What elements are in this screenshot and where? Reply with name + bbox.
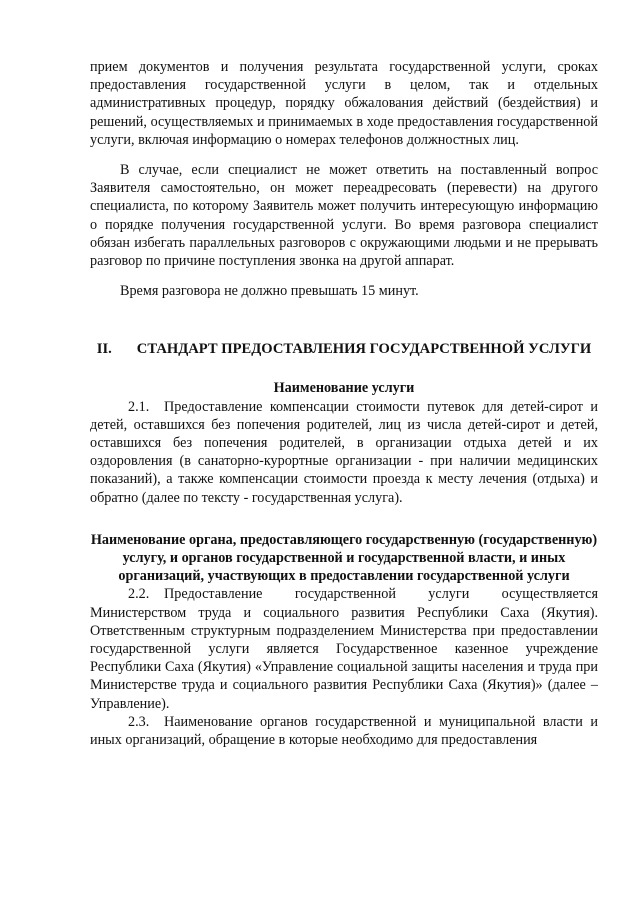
document-page (90, 58, 598, 749)
clause-number: 2.3. (128, 713, 150, 730)
subheading-authority: Наименование органа, предоставляющего государственную (государственную) услугу, и органов государственной и государственной власти, и иных организаций, участвующих в предоставлении государственной услуги (90, 531, 598, 585)
clause-2-2 (90, 585, 598, 712)
paragraph-call-duration: Время разговора не должно превышать 15 минут. (120, 283, 419, 300)
clause-text: Наименование органов государственной и муниципальной власти и иных организаций, обращение в которые необходимо для предоставления (90, 713, 598, 749)
paragraph-info-topics: прием документов и получения результата государственной услуги, сроках предоставления государственной услуги в целом, так и отдельных административных процедур, порядку обжалования действий (бездействия) и решений, осуществляемых и принимаемых в ходе предоставления государственной услуги, включая информацию о номерах телефонов должностных лиц. (90, 59, 598, 148)
clause-number: 2.2. (128, 586, 150, 603)
clause-2-3 (90, 713, 598, 749)
clause-2-1 (90, 398, 598, 507)
section-number: II. (96, 341, 112, 358)
section-heading (90, 340, 598, 359)
section-title: СТАНДАРТ ПРЕДОСТАВЛЕНИЯ ГОСУДАРСТВЕННОЙ УСЛУГИ (136, 341, 592, 358)
paragraph-redirect-call: В случае, если специалист не может ответить на поставленный вопрос Заявителя самостоятельно, он может переадресовать (перевести) на другого специалиста, по которому Заявитель может получить интересующую информацию о порядке получения государственной услуги. Во время разговора специалист обязан избегать параллельных разговоров с окружающими людьми и не прерывать разговор по причине поступления звонка на другой аппарат. (90, 162, 598, 270)
subheading-service-name: Наименование услуги (273, 380, 415, 397)
clause-text: Предоставление государственной услуги осуществляется Министерством труда и социального развития Республики Саха (Якутия). Ответственным структурным подразделением Министерства при предоставлении государственной услуги является Государственное казенное учреждение Республики Саха (Якутия) «Управление социальной защиты населения и труда при Министерстве труда и социального развития Республики Саха (Якутия)» (далее – Управление). (90, 586, 598, 712)
clause-text: Предоставление компенсации стоимости путевок для детей-сирот и детей, оставшихся без попечения родителей, лиц из числа детей-сирот и детей, оставшихся без попечения родителей, в организации отдыха детей и их оздоровления (в санаторно-курортные организации - при наличии медицинских показаний), а также компенсации стоимости проезда к месту лечения (отдыха) и обратно (далее по тексту - государственная услуга). (90, 398, 598, 506)
clause-number: 2.1. (128, 398, 150, 415)
